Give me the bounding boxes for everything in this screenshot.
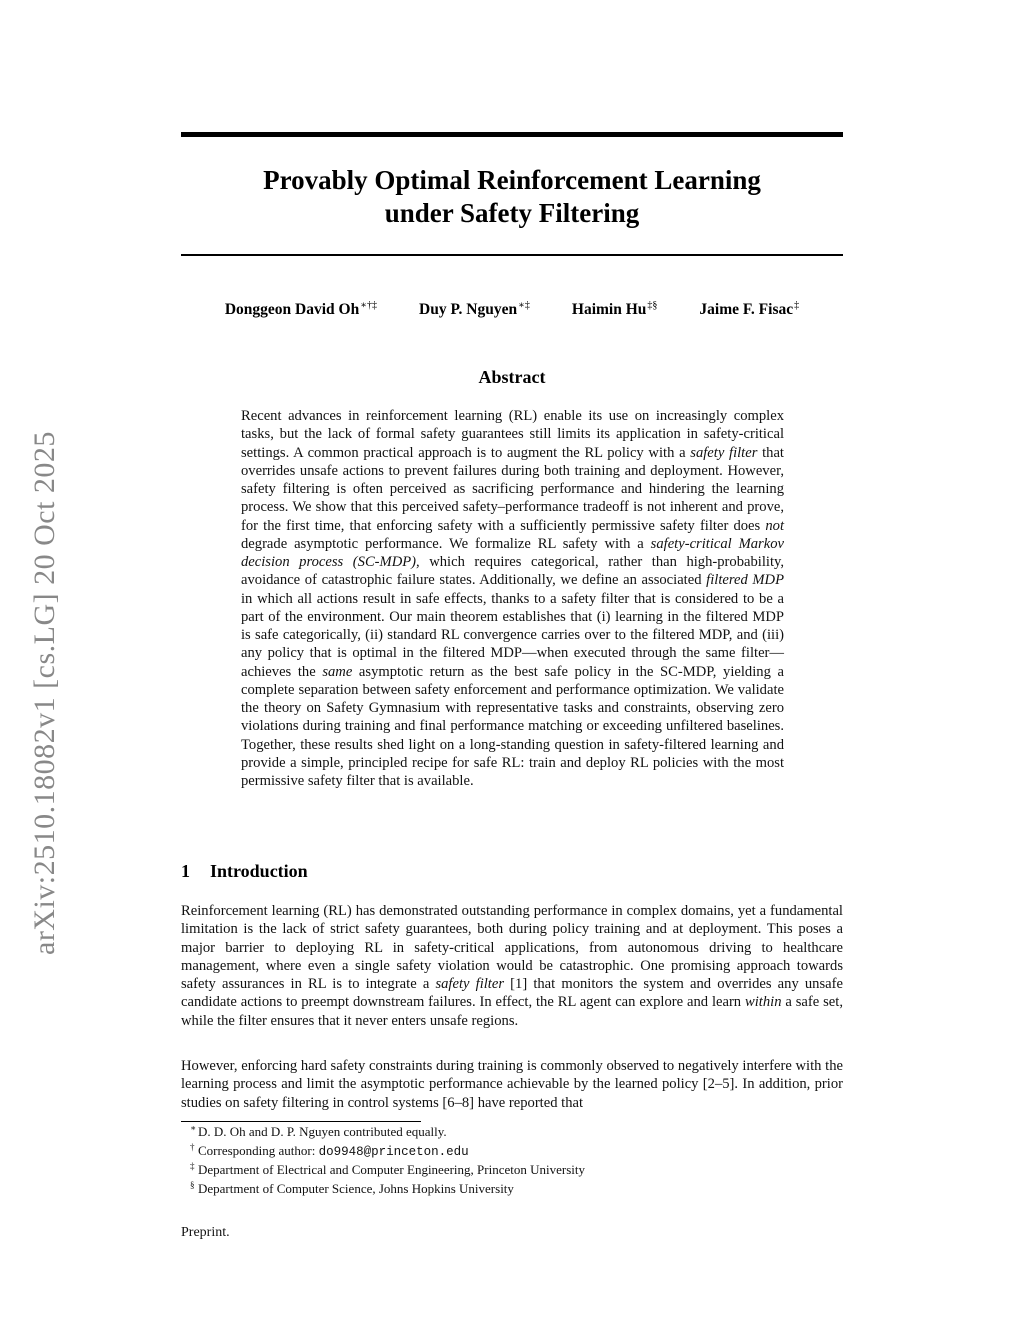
footnotes xyxy=(190,1123,838,1198)
corresponding-email: do9948@princeton.edu xyxy=(318,1144,469,1159)
footnote: ‡ Department of Electrical and Computer Engineering, Princeton University xyxy=(190,1161,585,1177)
title-line-1: Provably Optimal Reinforcement Learning xyxy=(263,165,761,195)
footnote: ∗ D. D. Oh and D. P. Nguyen contributed equally. xyxy=(190,1123,447,1139)
section-heading-introduction: 1 Introduction xyxy=(181,861,308,881)
footnote: † Corresponding author: do9948@princeton.edu xyxy=(190,1141,469,1159)
title-bottom-rule xyxy=(181,254,843,256)
author: Donggeon David Oh∗†‡ xyxy=(224,300,378,319)
footnote-rule xyxy=(181,1121,421,1122)
abstract-body: Recent advances in reinforcement learning (RL) enable its use on increasingly complex tasks, but the lack of formal safety guarantees still limits its application in safety-critical settings. A common practical approach is to augment the RL policy with a safety filter that overrides unsafe actions to prevent failures during both training and deployment. However, safety filtering is often perceived as sacrificing performance and hindering the learning process. We show that this perceived safety–performance tradeoff is not inherent and prove, for the first time, that enforcing safety with a sufficiently permissive safety filter does not degrade asymptotic performance. We formalize RL safety with a safety-critical Markov decision process (SC-MDP), which requires categorical, rather than high-probability, avoidance of catastrophic failure states. Additionally, we define an associated filtered MDP in which all actions result in safe effects, thanks to a safety filter that is considered to be a part of the environment. Our main theorem establishes that (i) learning in the filtered MDP is safe categorically, (ii) standard RL convergence carries over to the filtered MDP, and (iii) any policy that is optimal in the filtered MDP—when executed through the same filter—achieves the same asymptotic return as the best safe policy in the SC-MDP, yielding a complete separation between safety enforcement and performance optimization. We validate the theory on Safety Gymnasium with representative tasks and constraints, observing zero violations during training and final performance matching or exceeding unfiltered baselines. Together, these results shed light on a long-standing question in safety-filtered learning and provide a simple, principled recipe for safe RL: train and deploy RL policies with the most permissive safety filter that is available. xyxy=(241,408,785,789)
abstract-heading: Abstract xyxy=(478,367,546,387)
intro-paragraph-2: However, enforcing hard safety constraints during training is commonly observed to negatively interfere with the learning process and limit the asymptotic performance achievable by the learned policy [2–5]. In addition, prior studies on safety filtering in control systems [6–8] have reported that xyxy=(181,1058,843,1111)
paper-title xyxy=(181,164,843,230)
author-list xyxy=(181,300,843,319)
title-line-2: under Safety Filtering xyxy=(384,198,640,228)
arxiv-stamp: arXiv:2510.18082v1 [cs.LG] 20 Oct 2025 xyxy=(28,431,61,955)
author: Jaime F. Fisac‡ xyxy=(699,300,800,319)
intro-paragraph-1: Reinforcement learning (RL) has demonstrated outstanding performance in complex domains, yet a fundamental limitation is the lack of strict safety guarantees, both during policy training and at deployment. This poses a major barrier to deploying RL in safety-critical applications, from autonomous driving to healthcare management, where even a single safety violation would be catastrophic. One promising approach towards safety assurances in RL is to integrate a safety filter [1] that monitors the system and overrides any unsafe candidate actions to preempt downstream failures. In effect, the RL agent can explore and learn within a safe set, while the filter ensures that it never enters unsafe regions. xyxy=(181,903,843,1029)
preprint-label: Preprint. xyxy=(181,1225,230,1240)
title-top-rule xyxy=(181,132,843,137)
author: Haimin Hu‡§ xyxy=(571,300,658,319)
footnote: § Department of Computer Science, Johns Hopkins University xyxy=(190,1179,514,1196)
author: Duy P. Nguyen∗‡ xyxy=(419,300,530,319)
